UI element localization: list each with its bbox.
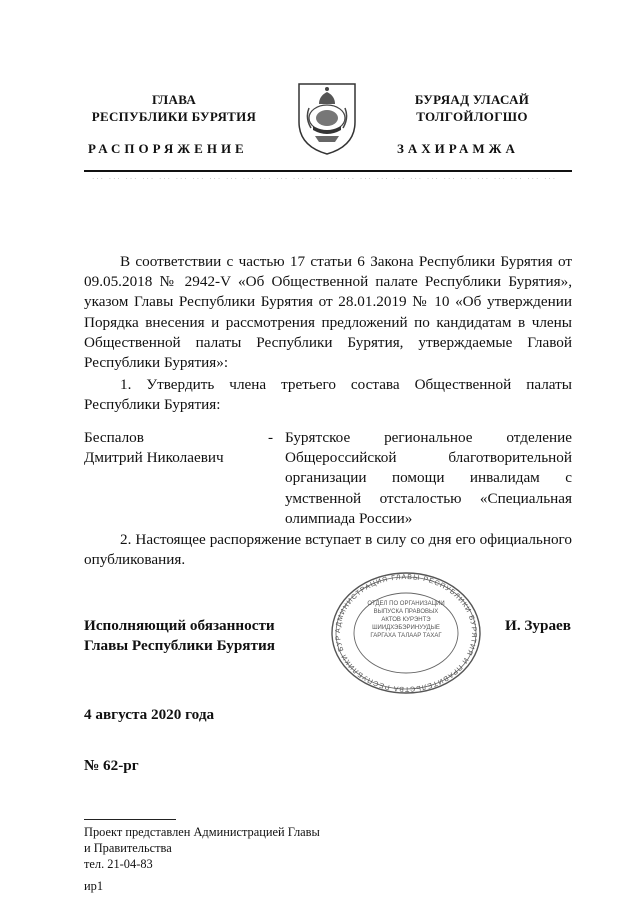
footer-code: ир1 xyxy=(84,879,104,893)
signature-position-line2: Главы Республики Бурятия xyxy=(84,637,275,655)
header-dotted-line: ··· ··· ··· ··· ··· ··· ··· ··· ··· ··· ··· ··· ··· ··· ··· ··· ··· ··· ··· ··· ··· ··· ··· ··· ··· ··· ··· ··· xyxy=(92,175,558,183)
coat-of-arms-emblem xyxy=(295,78,359,158)
footer-line1: Проект представлен Администрацией Главы xyxy=(84,825,320,839)
document-date: 4 августа 2020 года xyxy=(84,706,215,723)
item-1-paragraph: 1. Утвердить члена третьего состава Общественной палаты Республики Бурятия: xyxy=(84,376,572,414)
member-dash: - xyxy=(268,429,274,446)
member-organization: Бурятское региональное отделение Общероссийской благотворительной организации помощи инвалидам с умственной отсталостью «Специальная олимпиада России» xyxy=(285,429,572,527)
preamble-paragraph: В соответствии с частью 17 статьи 6 Закона Республики Бурятия от 09.05.2018 № 2942-V «Об Общественной палате Республики Бурятия», указом Главы Республики Бурятия от 28.01.2019 № 10 «Об утверждении Порядка внесения и рассмотрения предложений по кандидатам в члены Общественной палаты Республики Бурятия, утверждаемые Главой Республики Бурятия»: xyxy=(84,253,572,372)
header-left xyxy=(84,91,264,125)
document-number: № 62-рг xyxy=(84,757,139,774)
member-name xyxy=(84,428,254,468)
header-divider xyxy=(84,170,572,172)
footer-divider xyxy=(84,819,176,820)
footer-line2: и Правительства xyxy=(84,841,172,855)
signature-position-line1: Исполняющий обязанности xyxy=(84,617,275,634)
item-2-block xyxy=(84,530,572,570)
official-stamp xyxy=(330,572,482,694)
header-left-subtitle: РЕСПУБЛИКИ БУРЯТИЯ xyxy=(91,109,257,124)
member-given-name: Дмитрий Николаевич xyxy=(84,449,224,467)
signature-name: И. Зураев xyxy=(505,617,572,634)
header-right-doctype: ЗАХИРАМЖА xyxy=(397,141,519,156)
header-right-subtitle: ТОЛГОЙЛОГШО xyxy=(416,109,528,124)
footer-note xyxy=(84,824,384,894)
header-left-title: ГЛАВА xyxy=(151,92,197,107)
header-left-doctype: РАСПОРЯЖЕНИЕ xyxy=(88,141,248,156)
member-surname: Беспалов xyxy=(84,429,144,446)
signature-position xyxy=(84,616,324,656)
item-1-block xyxy=(84,375,572,415)
stamp-ring-text: АДМИНИСТРАЦИЯ ГЛАВЫ РЕСПУБЛИКИ БУРЯТИЯ И ПРАВИТЕЛЬСТВА РЕСПУБЛИКИ БУР xyxy=(334,573,478,693)
preamble-block xyxy=(84,252,572,373)
stamp-inner-text: ОТДЕЛ ПО ОРГАНИЗАЦИИ ВЫПУСКА ПРАВОВЫХ АКТОВ КУРЭНТЭ ШИИДХЭБЭРИНУУДЫЕ ГАРГАХА ТАЛААР ТАХАГ xyxy=(367,601,445,639)
item-2-paragraph: 2. Настоящее распоряжение вступает в силу со дня его официального опубликования. xyxy=(84,531,572,569)
header-right xyxy=(382,91,562,125)
footer-phone: тел. 21-04-83 xyxy=(84,857,153,871)
header-right-title: БУРЯАД УЛАСАЙ xyxy=(414,92,530,107)
